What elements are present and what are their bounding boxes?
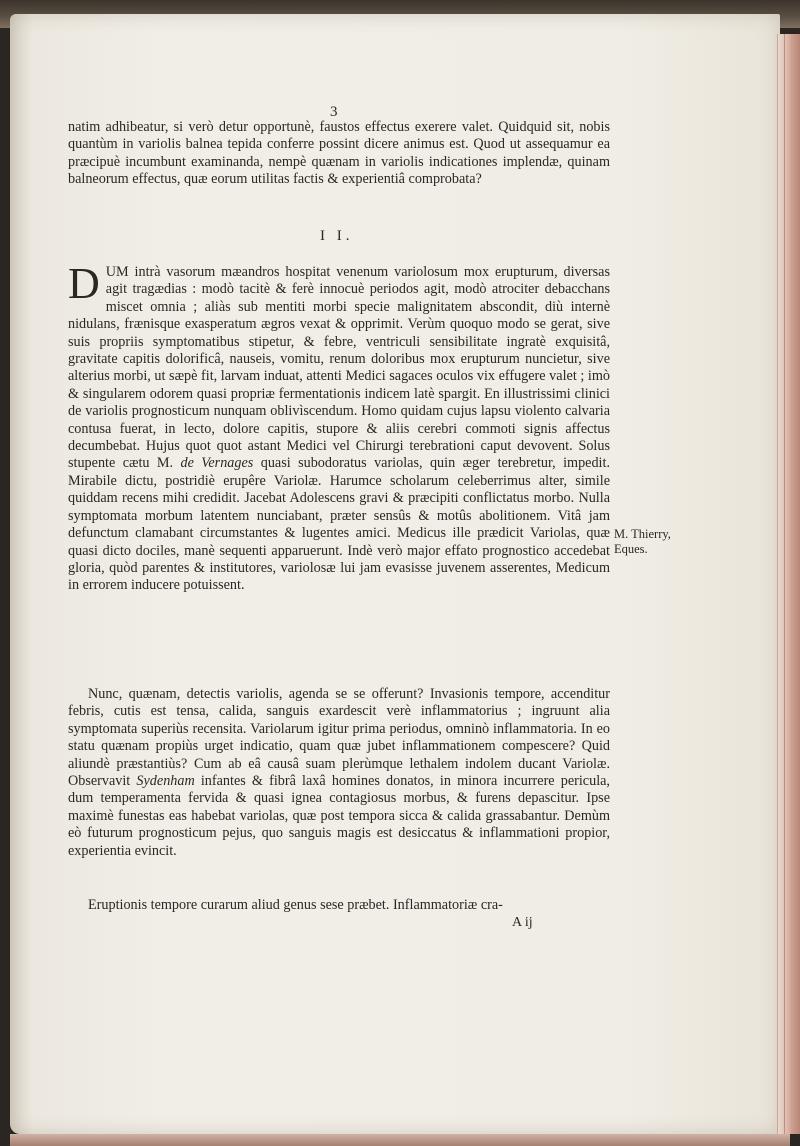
drop-cap: D — [68, 259, 100, 308]
marginal-note-line-1: M. Thierry, — [614, 527, 671, 541]
page-number: 3 — [330, 104, 338, 120]
italic-name-vernages: de Vernages — [180, 455, 254, 472]
paragraph-eruptionis: Eruptionis tempore curarum aliud genus sese præbet. Inflammatoriæ cra- — [88, 897, 503, 913]
paragraph-section-two-part-a: UM intrà vasorum mæandros hospitat venenum variolosum mox erupturum, diversas agit tragædias : modò tacitè & ferè innocuè periodos agit, modò atrociter debacchans miscet omnia ; aliàs sub mentiti morbi specie malignitatem abscondit, diù internè nidulans, frænisque exasperatum ægros vexat & opprimit. Verùm quoquo modo se gerat, sive suis propriis symptomatibus stipetur, & febre, ventriculi sensibilitate ingratè exquisitâ, gravitate capitis dolorificâ, nauseis, vomitu, renum doloribus mox erupturum nuncietur, sive alterius morbi, ut sæpè fit, larvam induat, attenti Medici sagaces oculos vix effugere valet ; imò & singularem odorem quasi propriæ fermentationis indicem latè spargit. En illustrissimi clinici de variolis prognosticum nunquam oblivìscendum. Homo quidam cujus lapsu violento calvaria contusa fuerat, in lecto, dolore capitis, stupore & aliis cerebri commoti signis affectus decumbebat. Hujus quot quot astant Medici vel Chirurgi terebrationi caput devovent. Solus stupente cætu M. — [68, 264, 610, 472]
paragraph-intro-text: natim adhibeatur, si verò detur opportunè, faustos effectus exerere valet. Quidquid sit, nobis quantùm in variolis balnea tepida conferre possint dicere animus est. Quod ut assequamur ea præcipuè incumbunt examinanda, nempè quænam in variolis indicationes implendæ, quinam balneorum effectus, quæ eorum utilitas factis & experientiâ comprobata? — [68, 119, 610, 188]
paragraph-section-two — [68, 259, 610, 595]
paragraph-intro — [68, 119, 610, 189]
section-heading: I I. — [320, 228, 354, 244]
marginal-note-line-2: Eques. — [614, 542, 648, 556]
paragraph-nunc-text — [68, 686, 610, 860]
page-stack-edge — [777, 34, 800, 1134]
marginal-note — [614, 527, 671, 557]
paragraph-nunc-part-b: infantes & fibrâ laxâ homines donatos, in minora incurrere pericula, dum temperamenta fervida & quasi ignea contagiosus morbus, & furens depascitur. Ipse maximè funestas eas habebat variolas, quæ post tempora sicca & calida grassabantur. Demùm eò futurum prognosticum pejus, quo sanguis magis est desiccatus & inflammationi propior, experientia evincit. — [68, 773, 610, 859]
paragraph-nunc — [68, 686, 610, 860]
paragraph-section-two-part-b: quasi subodoratus variolas, quin æger terebretur, impedit. Mirabile dictu, postridiè erupêre Variolæ. Harumce scholarum celeberrimus alter, simile quiddam recens mihi credidit. Jacebat Adolescens gravi & præcipiti conflictatus morbo. Nulla symptomata morbum latentem nunciabant, præter sensûs & motûs abolitionem. Vitâ jam defunctum clamabant circumstantes & lugentes amici. Medicus ille prædicit Variolas, quæ quasi dicto dociles, manè sequenti apparuerunt. Indè verò major effato prognostico accedebat gloria, quòd parentes & institutores, variolosæ lui jam evasisse juvenem asserentes, Medicum in errorem inducere potuissent. — [68, 455, 610, 594]
italic-name-sydenham: Sydenham — [136, 773, 195, 790]
page-bottom-edge — [10, 1134, 790, 1146]
signature-mark: A ij — [512, 915, 533, 930]
paragraph-nunc-part-a: Nunc, quænam, detectis variolis, agenda se se offerunt? Invasionis tempore, accenditur febris, cutis est tensa, calida, sanguis exardescit verè inflammatorius ; ingruunt alia symptomata superiùs recensita. Variolarum igitur prima periodus, omninò inflammatoria. In eo statu quænam propiùs urget indicatio, quam quæ jubet inflammationem compescere? Quid aliundè præstantiùs? Cum ab eâ causâ suam plerùmque lethalem indolem ducant Variolæ. Observavit — [68, 686, 610, 790]
paragraph-section-two-text — [68, 259, 610, 595]
